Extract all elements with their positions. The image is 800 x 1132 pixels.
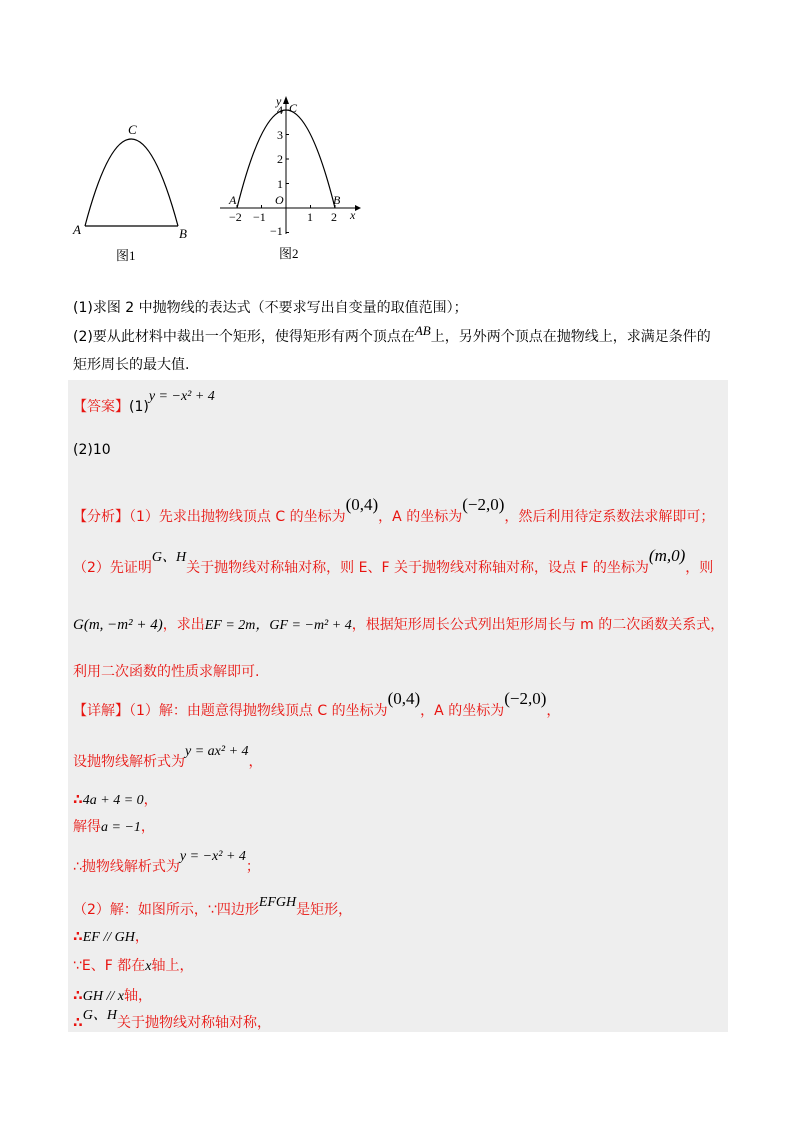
detail-x-axis: x [145,959,152,974]
analysis-l1-d: ，A 的坐标为 [378,509,463,525]
question-part-1: (1)求图 2 中抛物线的表达式（不要求写出自变量的取值范围）； [73,300,468,316]
fig2-xtick-neg2: −2 [229,210,242,224]
analysis-line-3 [73,615,724,636]
detail-ef-parallel-gh: EF // GH [82,930,135,945]
analysis-coord-g: G(m, −m² + 4) [73,617,163,633]
segment-ab: AB [414,323,431,338]
question-part-2-a: (2)要从此材料中裁出一个矩形，使得矩形有两个顶点在 [73,329,415,345]
answer-tag: 【答案】 [73,399,129,415]
detail-line-7 [73,927,149,948]
analysis-l1-f: ，然后利用待定系数法求解即可； [504,509,715,525]
fig2-xtick-2: 2 [331,210,337,224]
detail-l4-a: 解得 [73,819,101,835]
fig2-label-c: C [289,101,298,115]
detail-l1-a: （1）解：由题意得抛物线顶点 C 的坐标为 [129,703,388,719]
fig2-ytick-1: 1 [277,177,283,191]
analysis-l3-d: ，根据矩形周长公式列出矩形周长与 m 的二次函数关系式， [351,617,725,633]
fig2-axis-y: y [276,94,282,108]
detail-equation: 4a + 4 = 0 [82,793,144,808]
fig2-ytick-2: 2 [277,152,283,166]
question-part-2 [73,323,733,347]
fig2-ytick-3: 3 [277,128,283,142]
detail-l7-therefore: ∴ [73,929,83,945]
detail-l3-c: ， [143,792,158,808]
detail-final-expr: y = −x² + 4 [179,849,246,864]
fig1-label-c: C [128,122,137,137]
detail-l6-a: （2）解：如图所示，∵四边形 [73,902,259,918]
answer-part-1-expr: y = −x² + 4 [148,389,215,404]
fig2-ytick-neg1: −1 [270,224,283,237]
analysis-line-2 [73,546,714,579]
detail-l4-c: ， [140,819,155,835]
detail-gh-parallel-x: GH // x [82,989,124,1004]
detail-l1-e: ， [546,703,561,719]
question-part-2-continued: 矩形周长的最大值. [73,357,190,373]
detail-l2-c: ， [248,754,263,770]
detail-l9-therefore: ∴ [73,988,83,1004]
analysis-coord-c: (0,4) [345,495,379,514]
detail-line-9 [73,986,152,1007]
fig2-ytick-4: 4 [277,103,283,117]
analysis-l2-a: （2）先证明 [73,560,152,576]
detail-line-6 [73,895,353,921]
figure-1-arch [70,118,200,243]
detail-l1-c: ，A 的坐标为 [420,703,505,719]
detail-tag: 【详解】 [73,703,129,719]
detail-l10-c: 关于抛物线对称轴对称， [116,1015,271,1031]
fig2-label-b: B [333,193,341,207]
detail-gh-symmetric: G、H [82,1008,117,1023]
detail-line-5 [73,849,260,878]
figure-2-coordinate-plot [215,92,365,237]
detail-l7-c: ， [134,929,149,945]
detail-line-4 [73,817,155,838]
detail-line-10 [73,1008,271,1034]
analysis-l3-b: ，求出 [162,617,205,633]
detail-line-2 [73,744,263,773]
detail-l5-c: ； [245,859,260,875]
fig2-label-a: A [229,193,237,207]
question-part-2-b: 上，另外两个顶点在抛物线上，求满足条件的 [430,329,711,345]
answer-part-1-label: (1) [129,399,149,415]
fig2-origin: O [275,193,284,207]
detail-line-3 [73,790,158,811]
detail-line-1 [73,689,561,721]
analysis-l1-a: （1）先求出抛物线顶点 C 的坐标为 [129,509,346,525]
analysis-tag: 【分析】 [73,509,129,525]
analysis-ef-gf: EF = 2m，GF = −m² + 4 [204,618,352,633]
answer-line-2: (2)10 [73,442,111,458]
fig1-caption: 图1 [116,248,136,263]
fig2-xtick-1: 1 [307,210,313,224]
fig2-xtick-neg1: −1 [253,210,266,224]
fig2-axis-x: x [350,208,356,222]
detail-coord-a: (−2,0) [504,689,547,708]
analysis-gh: G、H [151,550,187,565]
answer-line-1 [73,389,215,418]
detail-l3-therefore: ∴ [73,792,83,808]
fig2-caption: 图2 [279,246,299,261]
detail-l6-c: 是矩形， [296,902,353,918]
detail-efgh: EFGH [258,895,297,910]
detail-l10-therefore: ∴ [73,1015,83,1031]
analysis-line-4: 利用二次函数的性质求解即可. [73,664,260,680]
detail-l5-a: ∴抛物线解析式为 [73,859,180,875]
detail-a-value: a = −1 [101,820,141,835]
analysis-coord-f: (m,0) [648,546,686,565]
analysis-line-1 [73,495,715,527]
detail-l2-a: 设抛物线解析式为 [73,754,185,770]
detail-l8-a: ∵E、F 都在 [73,958,146,974]
detail-general-form: y = ax² + 4 [185,744,249,759]
analysis-l2-d: ，则 [685,560,714,576]
detail-l8-c: 轴上， [151,958,194,974]
analysis-l2-b: 关于抛物线对称轴对称，则 E、F 关于抛物线对称轴对称，设点 F 的坐标为 [186,560,649,576]
analysis-coord-a: (−2,0) [462,495,505,514]
detail-coord-c: (0,4) [387,689,421,708]
detail-line-8 [73,956,193,977]
detail-l9-c: 轴， [123,988,152,1004]
fig1-label-b: B [179,226,187,241]
fig1-label-a: A [73,222,81,237]
